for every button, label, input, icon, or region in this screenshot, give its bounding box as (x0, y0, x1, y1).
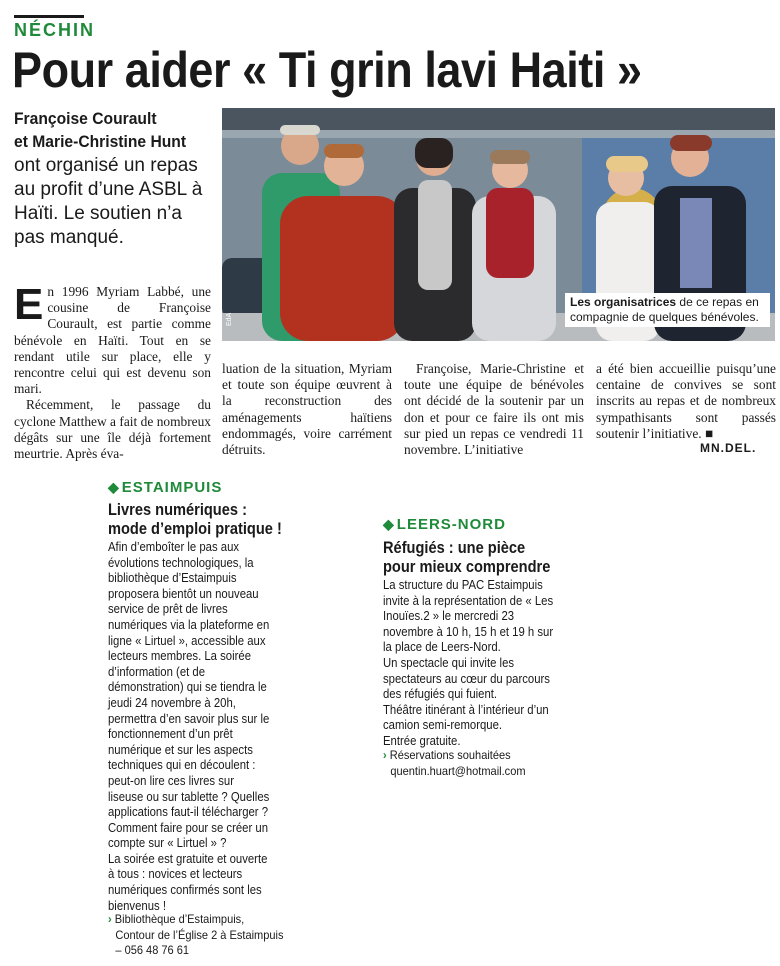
photo-caption (565, 293, 770, 327)
brief-1-contact-name: Bibliothèque d’Estaimpuis, (114, 912, 245, 926)
diamond-icon: ◆ (383, 516, 395, 532)
brief-1-contact-address: Contour de l’Église 2 à Estaimpuis (115, 927, 284, 942)
brief-2-title-line-1: Réfugiés : une pièce (383, 538, 526, 557)
brief-2-paragraph-1: La structure du PAC Estaimpuis invite à la représentation de « Les Inouïes.2 » le mercredi 23 novembre à 10 h, 15 h et 19 h sur la place de Leers-Nord. (383, 578, 554, 655)
brief-1-contact (108, 912, 292, 959)
brief-1-body (108, 540, 270, 914)
section-kicker: NÉCHIN (14, 20, 96, 40)
article-column-1 (14, 280, 211, 462)
arrow-icon: › (383, 748, 387, 762)
brief-2-paragraph-4: Entrée gratuite. (383, 733, 461, 748)
article-column-4 (596, 361, 776, 442)
brief-1-title-line-1: Livres numériques : (108, 500, 247, 519)
article-paragraph-3-start: Françoise, Marie-Christine et toute une équipe de bénévoles ont décidé de la soutenir par un don et pour ce faire ils ont mis sur pied un repas ce vendredi 11 novembre. L’initiative (404, 361, 584, 458)
caption-rest: de ce repas en compagnie de quelques bénévoles. (570, 295, 759, 324)
brief-2-contact (383, 748, 567, 779)
brief-2-body (383, 578, 563, 750)
drop-cap: E (14, 280, 44, 329)
intro-names (14, 107, 198, 153)
brief-1-tag-text: ESTAIMPUIS (121, 479, 223, 496)
article-paragraph-3-cont: a été bien accueillie puisqu’une centaine de convives se sont inscrits au repas et de nombreux sympathisants sont passés soutenir l’initiative. ■ (596, 361, 776, 441)
headline: Pour aider « Ti grin lavi Haiti » (12, 42, 642, 98)
lede: ont organisé un repas au profit d’une ASBL à Haïti. Le soutien n’a pas manqué. (14, 155, 203, 248)
brief-2-title-line-2: pour mieux comprendre (383, 557, 551, 576)
diamond-icon: ◆ (108, 479, 120, 495)
article-paragraph-2-cont: luation de la situation, Myriam et toute son équipe œuvrent à la reconstruction des aménagements haïtiens endommagés, voire carrément détruits. (222, 361, 392, 458)
brief-2-tag-text: LEERS-NORD (396, 516, 506, 533)
arrow-icon: › (108, 912, 112, 926)
kicker-rule (14, 15, 84, 18)
brief-1-contact-phone: – 056 48 76 61 (115, 943, 190, 958)
brief-2-title (383, 538, 564, 576)
article-column-2 (222, 361, 392, 458)
brief-1-paragraph-1: Afin d’emboîter le pas aux évolutions technologiques, la bibliothèque d’Estaimpuis proposera bientôt un nouveau service de prêt de livres numériques via la plateforme en ligne « Lirtuel », accessible aux lecteurs membres. La soirée d’information (et de démonstration) qui se tiendra le jeudi 24 novembre à 20h, permettra d’en savoir plus sur le fonctionnement d’un prêt numérique et sur les aspects techniques qui en découlent : peut-on lire ces livres sur liseuse ou sur tablette ? Quelles applications faut-il télécharger ? Comment faire pour se créer un compte sur « Lirtuel » ? (108, 540, 270, 851)
brief-1-tag (108, 479, 222, 496)
byline: MN.DEL. (700, 441, 757, 455)
intro-name-2: et Marie-Christine Hunt (14, 132, 187, 151)
brief-1-title (108, 500, 280, 538)
article-paragraph-2-start: Récemment, le passage du cyclone Matthew a fait de nombreux dégâts sur une île déjà fortement meurtrie. Après éva- (14, 397, 211, 462)
brief-2-contact-email: quentin.huart@hotmail.com (390, 763, 526, 778)
brief-1-paragraph-2: La soirée est gratuite et ouverte à tous : novices et lecteurs numériques confirmés sont les bienvenus ! (108, 851, 268, 913)
article-paragraph-1-text: n 1996 Myriam Labbé, une cousine de Françoise Courault, est partie comme bénévole en Haïti. Tout en se rendant utile sur place, elle y rencontre celui qui est devenu son mari. (14, 284, 211, 397)
article-column-3 (404, 361, 584, 458)
brief-2-contact-label: Réservations souhaitées (389, 748, 511, 762)
brief-1-title-line-2: mode d’emploi pratique ! (108, 519, 282, 538)
photo-credit: EdA (226, 312, 233, 326)
article-paragraph-1 (14, 280, 211, 397)
caption-bold: Les organisatrices (570, 295, 677, 309)
brief-2-tag (383, 516, 506, 533)
intro-name-1: Françoise Courault (14, 109, 157, 128)
brief-2-paragraph-2: Un spectacle qui invite les spectateurs au cœur du parcours des réfugiés qui fuient. (383, 655, 550, 702)
brief-2-paragraph-3: Théâtre itinérant à l’intérieur d’un camion semi-remorque. (383, 702, 549, 733)
